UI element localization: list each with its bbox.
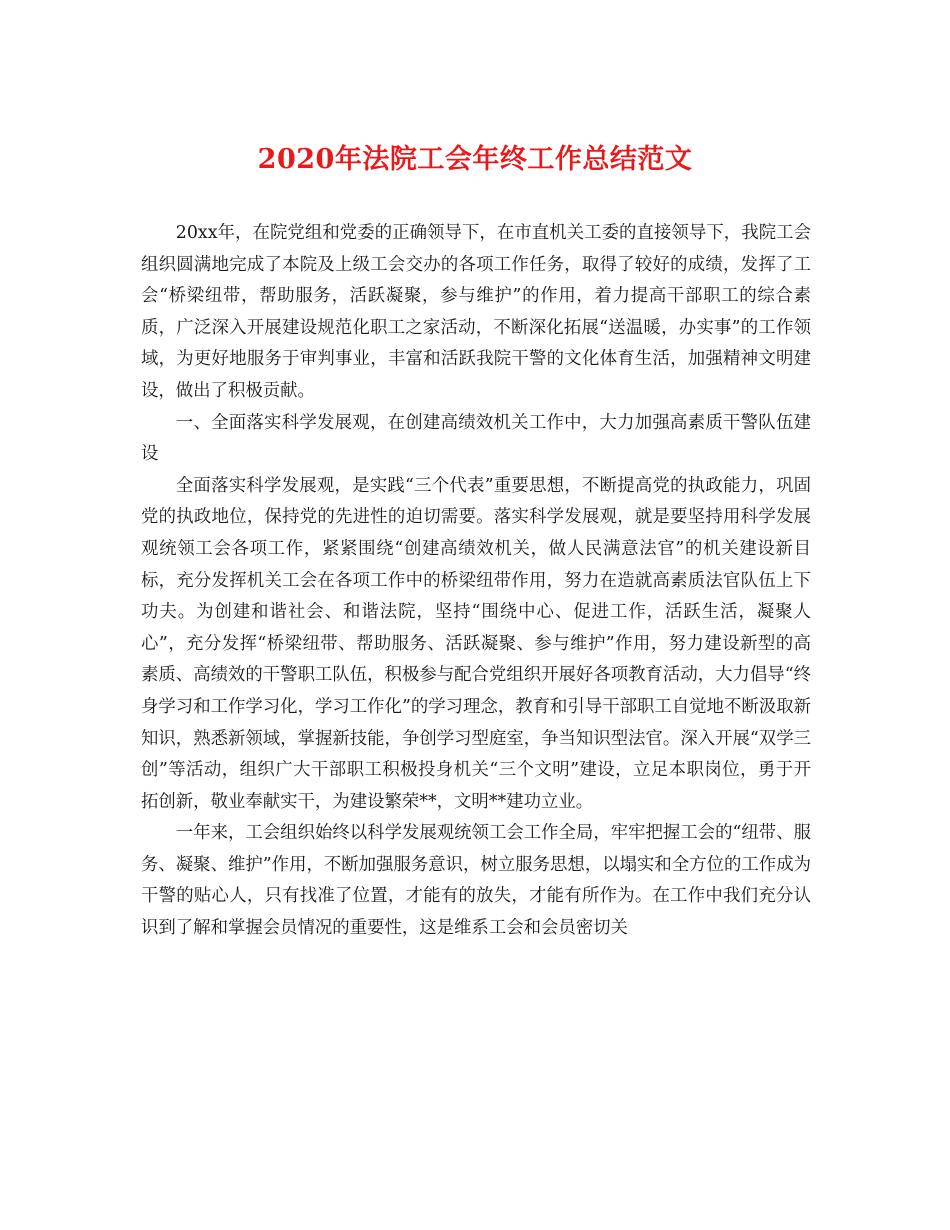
paragraph-year-review: 一年来，工会组织始终以科学发展观统领工会工作全局，牢牢把握工会的“纽带、服务、凝聚、维护”作用，不断加强服务意识，树立服务思想，以塌实和全方位的工作成为干警的贴心人，只有找准了位置，才能有的放失，才能有所作为。在工作中我们充分认识到了解和掌握会员情况的重要性，这是维系工会和会员密切关: [141, 823, 811, 939]
paragraph-intro: 20xx年，在院党组和党委的正确领导下，在市直机关工委的直接领导下，我院工会组织圆满地完成了本院及上级工会交办的各项工作任务，取得了较好的成绩，发挥了工会“桥梁纽带，帮助服务，活跃凝聚，参与维护”的作用，着力提高干部职工的综合素质，广泛深入开展建设规范化职工之家活动，不断深化拓展“送温暖，办实事”的工作领域，为更好地服务于审判事业，丰富和活跃我院干警的文化体育生活，加强精神文明建设，做出了积极贡献。: [141, 223, 811, 401]
document-title: 2020年法院工会年终工作总结范文: [257, 144, 693, 175]
document-body: [141, 218, 811, 945]
section-heading-1: 一、全面落实科学发展观，在创建高绩效机关工作中，大力加强高素质干警队伍建设: [141, 412, 811, 465]
paragraph-section-1: 全面落实科学发展观，是实践“三个代表”重要思想，不断提高党的执政能力，巩固党的执政地位，保持党的先进性的迫切需要。落实科学发展观，就是要坚持用科学发展观统领工会各项工作，紧紧围绕“创建高绩效机关，做人民满意法官”的机关建设新目标，充分发挥机关工会在各项工作中的桥梁纽带作用，努力在造就高素质法官队伍上下功夫。为创建和谐社会、和谐法院，坚持“围绕中心、促进工作，活跃生活，凝聚人心”，充分发挥“桥梁纽带、帮助服务、活跃凝聚、参与维护”作用，努力建设新型的高素质、高绩效的干警职工队伍，积极参与配合党组织开展好各项教育活动，大力倡导“终身学习和工作学习化，学习工作化”的学习理念，教育和引导干部职工自觉地不断汲取新知识，熟悉新领域，掌握新技能，争创学习型庭室，争当知识型法官。深入开展“双学三创”等活动，组织广大干部职工积极投身机关“三个文明”建设，立足本职岗位，勇于开拓创新，敬业奉献实干，为建设繁荣**，文明**建功立业。: [141, 475, 811, 812]
